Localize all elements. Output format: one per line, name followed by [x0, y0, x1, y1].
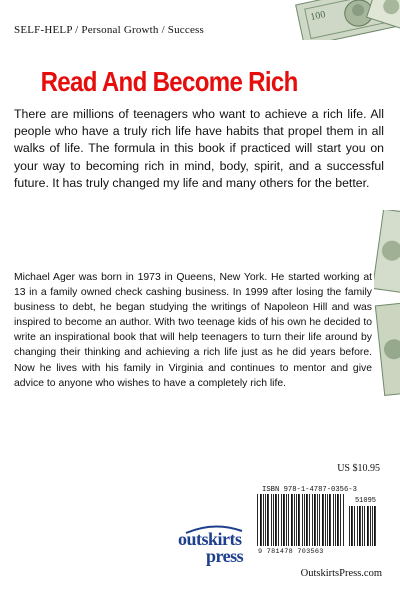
isbn-text: ISBN 978-1-4787-0356-3 — [262, 486, 357, 494]
publisher-url: OutskirtsPress.com — [300, 568, 382, 579]
barcode-addon-number: 51095 — [354, 497, 376, 505]
barcode — [254, 484, 381, 558]
publisher-logo-line2: press — [206, 546, 244, 566]
book-blurb: There are millions of teenagers who want to achieve a rich life. All people who have a truly rich life have habits that propel them in all walks of life. The formula in this book if practiced will start you on your way to becoming rich in mind, body, spirit, and a successful future. It has truly changed my life and many others for the better. — [14, 107, 384, 190]
category-line: SELF-HELP / Personal Growth / Success — [14, 24, 205, 36]
barcode-bars — [256, 494, 346, 548]
money-bills-image-right — [374, 210, 400, 410]
barcode-number: 9 781478 703563 — [258, 548, 324, 556]
book-title: Read And Become Rich — [40, 66, 298, 97]
publisher-logo-line1: outskirts — [178, 529, 242, 549]
price-label: US $10.95 — [337, 463, 380, 474]
publisher-logo — [178, 525, 250, 569]
author-bio: Michael Ager was born in 1973 in Queens, New York. He started working at 13 in a family owned check cashing business. In 1999 after losing the family business to debt, he began studying the writings of Napoleon Hill and was inspired to become an author. With two teenage kids of his own he decided to write an inspirational book that will help teenagers to turn their life around by changing their thinking and achieving a rich life just as he did years before. Now he lives with his family in Virginia and continues to mentor and give advice to anyone who wishes to have a completely rich life. — [14, 272, 372, 389]
money-bills-image-top — [290, 0, 400, 40]
svg-text:100: 100 — [309, 9, 327, 24]
barcode-addon-bars — [348, 506, 378, 548]
